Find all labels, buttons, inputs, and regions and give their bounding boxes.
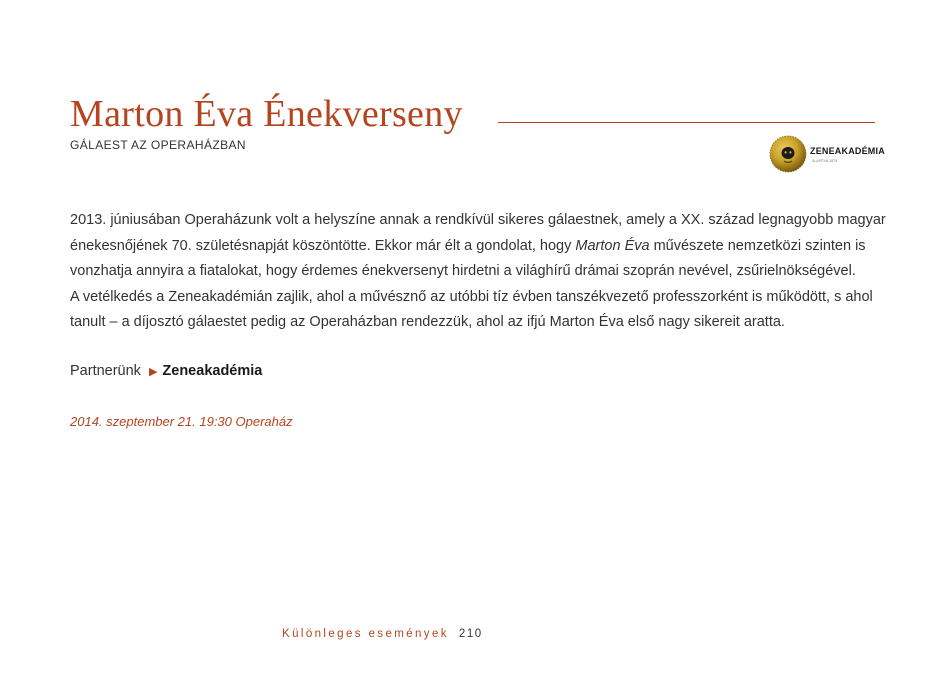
footer-section-title: Különleges események (282, 628, 449, 640)
title-block (70, 92, 875, 136)
triangle-right-icon: ▶ (148, 366, 158, 378)
page-title: Marton Éva Énekverseny (70, 93, 463, 135)
event-date: 2014. szeptember 21. 19:30 Operaház (70, 414, 293, 429)
body-text-segment: énekesnőjének 70. születésnapját köszöntötte. Ekkor már élt a gondolat, hogy (70, 237, 576, 254)
partner-line (70, 363, 262, 379)
page-footer (282, 628, 483, 640)
body-line: tanult – a díjosztó gálaestet pedig az Operaházban rendezzük, ahol az ifjú Marton Éva első nagy sikereit aratta. (70, 314, 785, 331)
zeneakademia-logo (768, 134, 885, 174)
logo-emblem-icon (768, 134, 808, 174)
body-paragraph (70, 208, 886, 336)
page-number: 210 (458, 628, 483, 640)
body-line: vonzhatja annyira a fiatalokat, hogy érdemes énekversenyt hirdetni a világhírű drámai szoprán nevével, zsűrielnökségével. (70, 263, 856, 280)
body-line (70, 234, 880, 260)
page-subtitle: GÁLAEST AZ OPERAHÁZBAN (70, 138, 246, 152)
title-rule (498, 122, 875, 123)
artist-name-emphasis: Marton Éva (575, 237, 650, 254)
logo-tagline: ALAPÍTVA 1875 (812, 159, 838, 163)
body-text-segment: művészete nemzetközi szinten is (649, 237, 866, 254)
partner-name: Zeneakadémia (162, 363, 263, 379)
body-line: 2013. júniusában Operaházunk volt a helyszíne annak a rendkívül sikeres gálaestnek, amely a XX. század legnagyobb magyar (70, 212, 886, 228)
logo-wordmark: ZENEAKADÉMIA (810, 146, 885, 156)
partner-label: Partnerünk (70, 363, 141, 379)
body-line: A vetélkedés a Zeneakadémián zajlik, ahol a művésznő az utóbbi tíz évben tanszékvezető professzorként is működött, s ahol (70, 288, 873, 305)
